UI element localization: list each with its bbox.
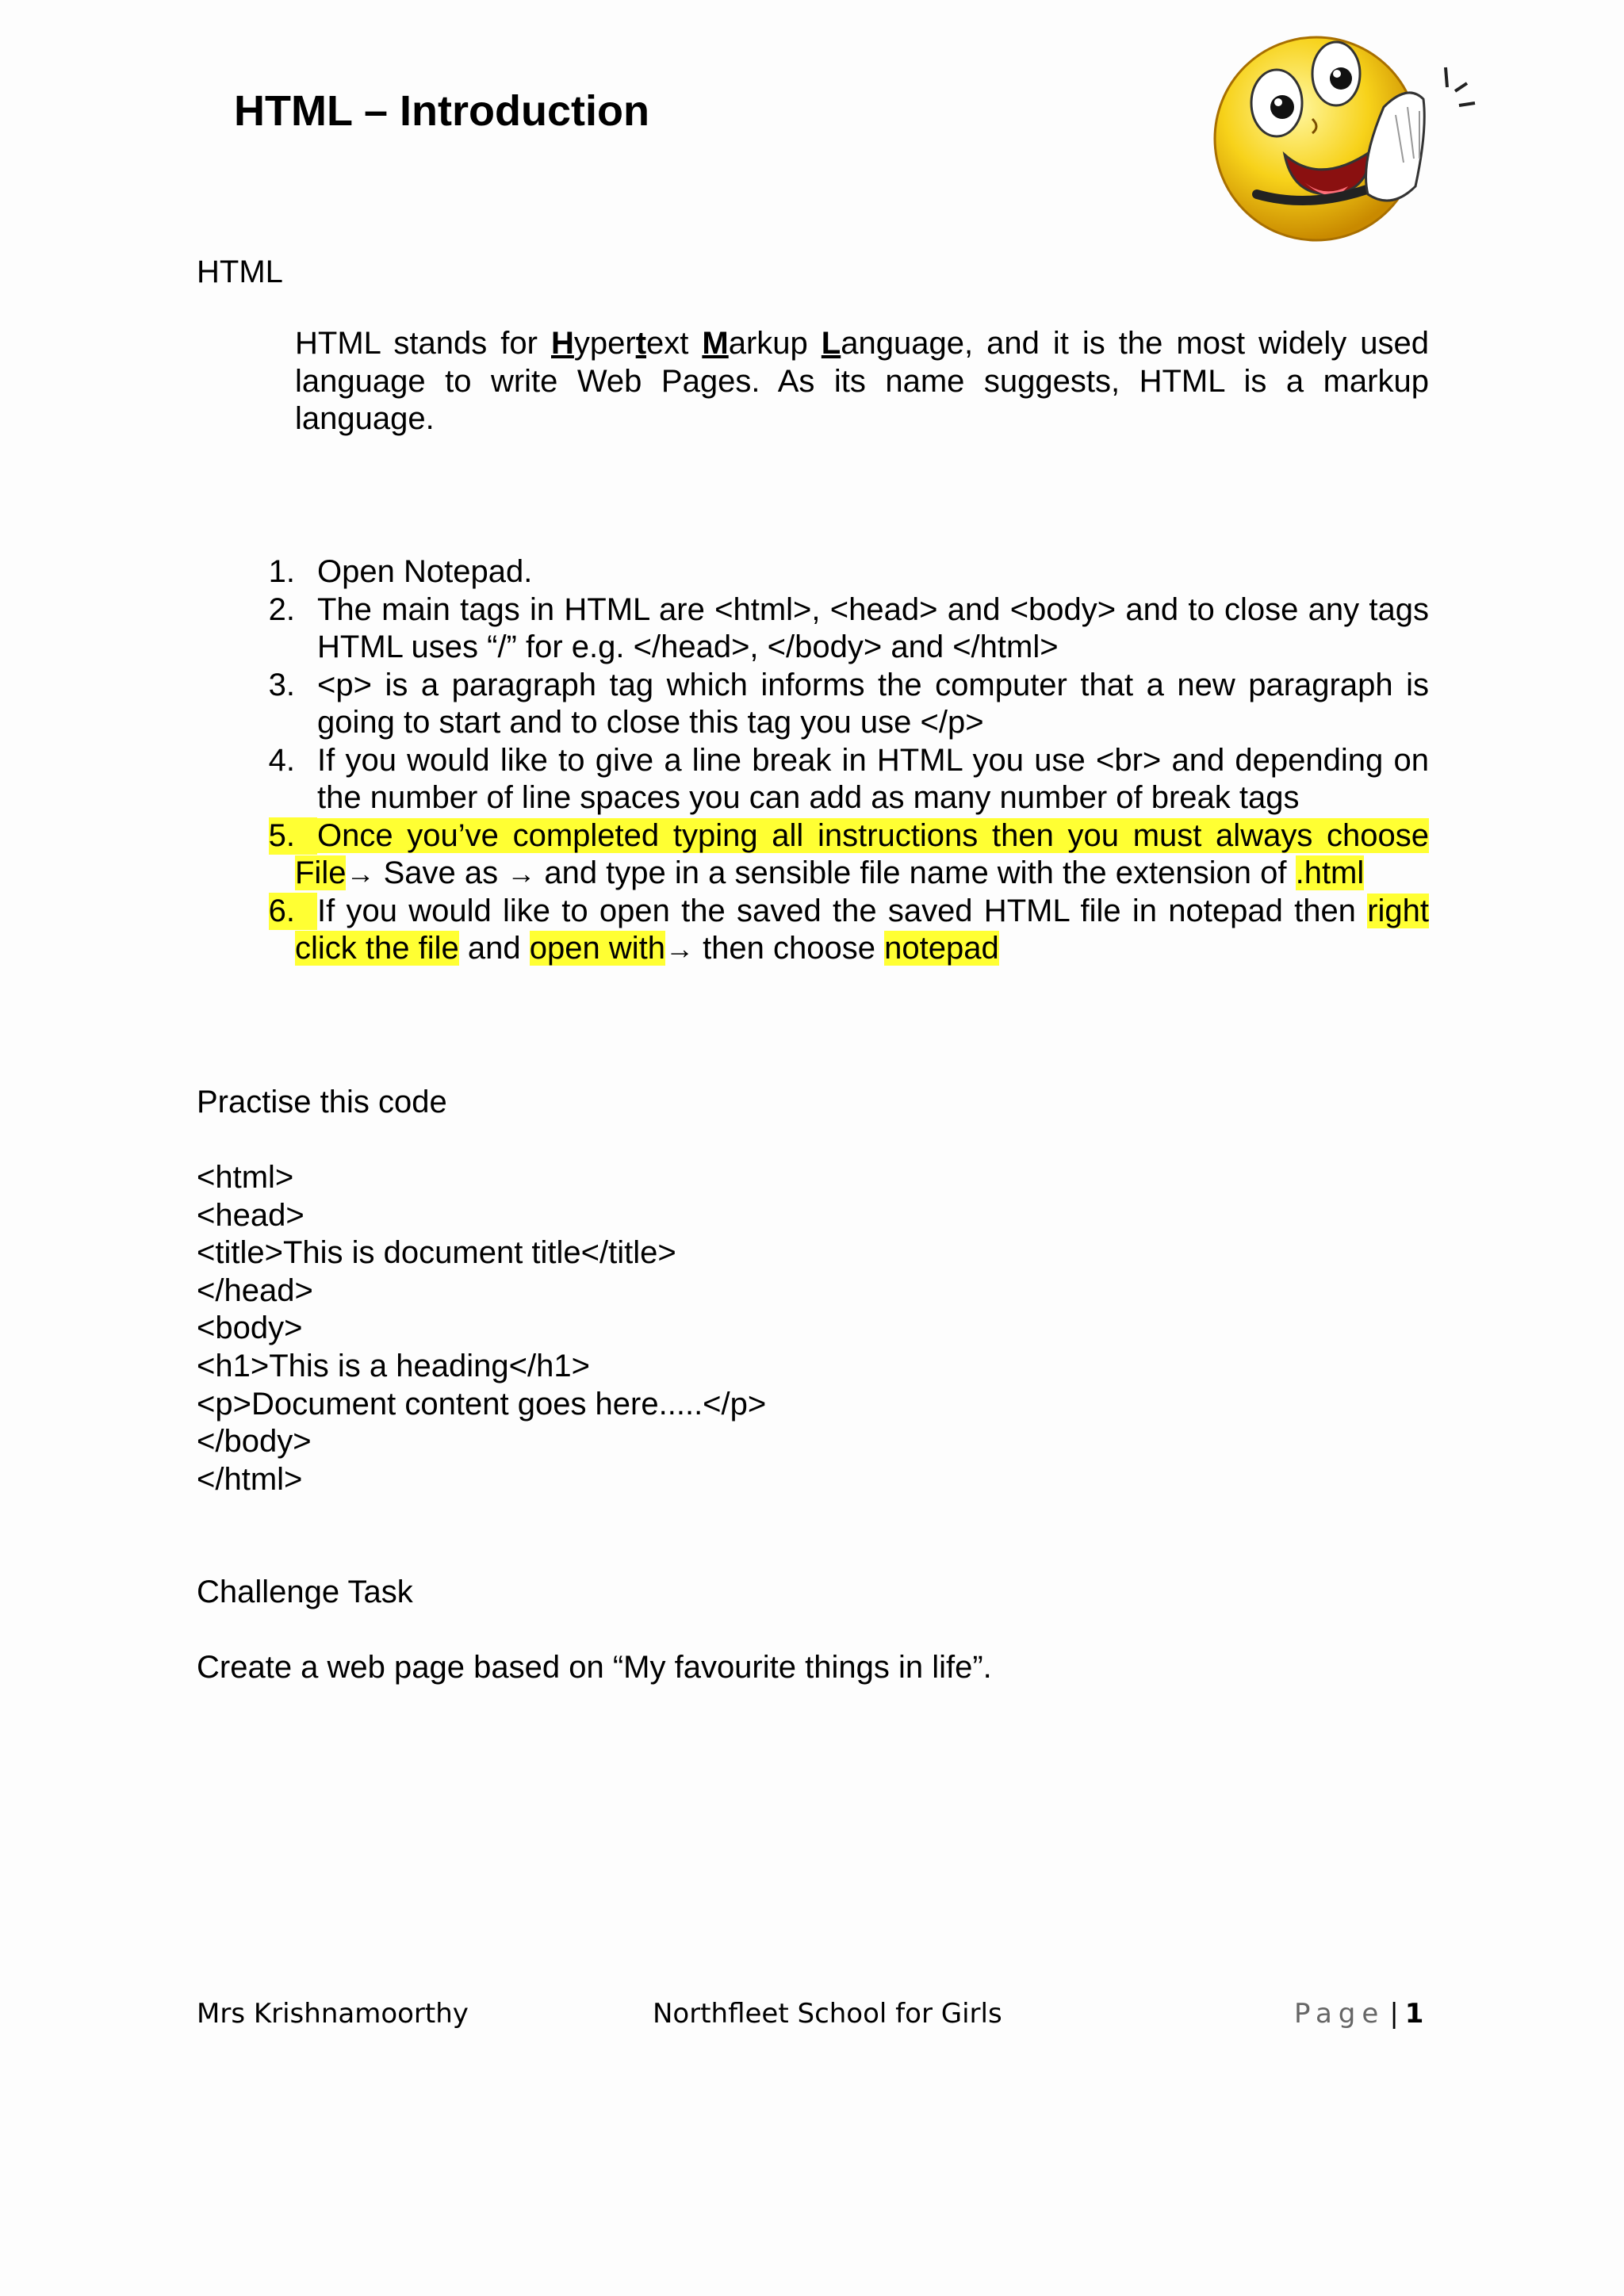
list-item [238,742,1429,817]
code-line: </head> [197,1272,313,1308]
waving-smiley-icon [1193,12,1479,242]
list-number: 2. [268,591,295,627]
list-number: 6. [238,893,295,968]
code-line: </html> [197,1461,303,1497]
list-text: If you would like to open the saved the saved HTML file in notepad then right click the file and open with→ then choose notepad [295,893,1429,966]
highlighted-text: notepad [884,931,999,966]
intro-text: yper [573,326,636,361]
challenge-section-label: Challenge Task [197,1575,413,1609]
footer-school: Northfleet School for Girls [653,1998,1002,2030]
highlighted-text: right click the file [295,893,1429,966]
code-sample [197,1159,766,1498]
code-line: <body> [197,1311,303,1346]
footer-author: Mrs Krishnamoorthy [197,1998,469,2030]
intro-text: arkup [728,326,822,361]
list-text: If you would like to give a line break in HTML you use <br> and depending on the number of line spaces you can add as many number of break tags [317,742,1429,815]
code-line: </body> [197,1424,312,1460]
list-item [238,893,1429,968]
list-number: 3. [268,667,295,702]
list-text: Once you’ve completed typing all instructions then you must always choose File→ Save as → and type in a sensible file name with the extension of .html [295,817,1429,890]
highlighted-text: open with [529,931,665,966]
right-arrow-icon: → [507,857,536,890]
list-item [238,591,1429,667]
code-line: <title>This is document title</title> [197,1235,676,1271]
list-item [238,553,1429,591]
list-text: Open Notepad. [317,554,533,589]
acronym-letter-h: H [550,326,574,361]
code-line: <head> [197,1197,304,1233]
highlighted-text: Once you’ve completed typing all instructions then you must always choose File [295,817,1429,890]
challenge-text: Create a web page based on “My favourite things in life”. [197,1650,992,1685]
html-section-label: HTML [197,254,283,289]
list-number: 4. [268,742,295,778]
right-arrow-icon: → [346,857,375,890]
practise-section-label: Practise this code [197,1085,447,1119]
page-word: Page [1294,1998,1385,2030]
acronym-letter-t: t [635,326,647,361]
intro-text: anguage, and it is the most widely used language to write Web Pages. As its name suggests, HTML is a markup language. [295,326,1429,436]
instructions-list [238,553,1429,968]
page-number: 1 [1404,1998,1424,2030]
page-title: HTML – Introduction [234,87,649,135]
footer-page-number [1294,1994,1423,2034]
list-text: <p> is a paragraph tag which informs the computer that a new paragraph is going to start and to close this tag you use </p> [317,667,1429,740]
list-item [238,817,1429,893]
intro-text: HTML stands for [295,326,551,361]
acronym-letter-l: L [821,326,841,361]
list-number: 1. [268,554,295,589]
right-arrow-icon: → [665,932,694,965]
code-line: <h1>This is a heading</h1> [197,1348,590,1383]
intro-text: ext [646,326,703,361]
highlighted-text: .html [1295,855,1365,890]
intro-paragraph [295,325,1429,438]
code-line: <p>Document content goes here.....</p> [197,1386,767,1422]
list-number: 5. [238,817,295,893]
page-separator: | [1389,1998,1399,2030]
code-line: <html> [197,1160,294,1195]
acronym-letter-m: M [702,326,729,361]
list-item [238,667,1429,742]
list-text: The main tags in HTML are <html>, <head> and <body> and to close any tags HTML uses “/” for e.g. </head>, </body> and </html> [317,591,1429,664]
